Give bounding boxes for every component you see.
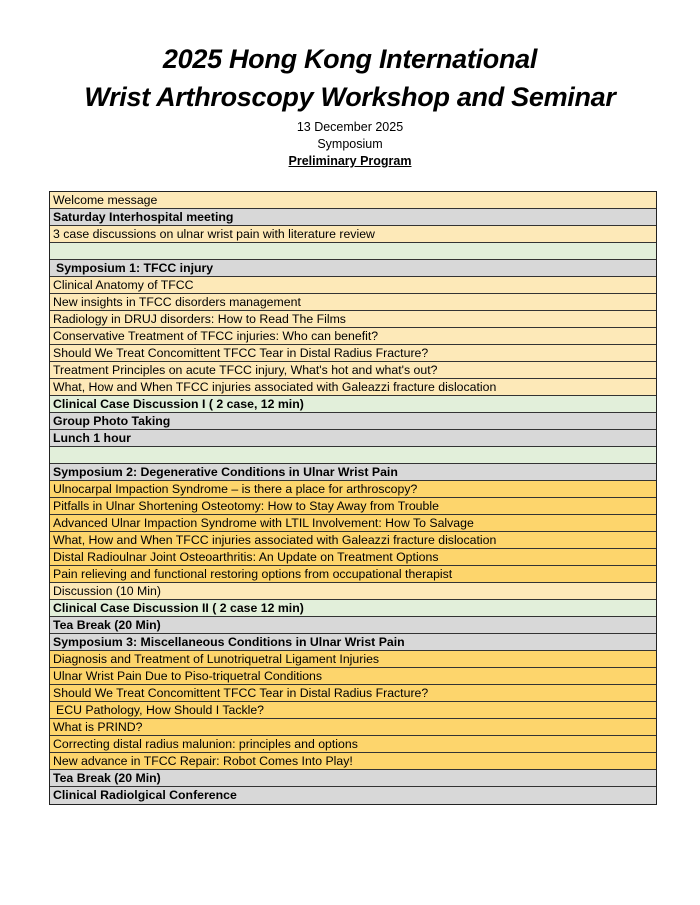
program-row: What is PRIND?	[50, 719, 656, 736]
program-row: Group Photo Taking	[50, 413, 656, 430]
program-row: Clinical Case Discussion I ( 2 case, 12 min)	[50, 396, 656, 413]
program-row: Radiology in DRUJ disorders: How to Read The Films	[50, 311, 656, 328]
program-row: 3 case discussions on ulnar wrist pain with literature review	[50, 226, 656, 243]
program-row: Tea Break (20 Min)	[50, 617, 656, 634]
program-row	[50, 243, 656, 260]
program-row: Correcting distal radius malunion: principles and options	[50, 736, 656, 753]
page-title-line1: 2025 Hong Kong International	[162, 44, 538, 74]
program-row: Discussion (10 Min)	[50, 583, 656, 600]
program-row: Ulnocarpal Impaction Syndrome – is there a place for arthroscopy?	[50, 481, 656, 498]
program-row: Tea Break (20 Min)	[50, 770, 656, 787]
program-row: Clinical Case Discussion II ( 2 case 12 min)	[50, 600, 656, 617]
program-row: Welcome message	[50, 192, 656, 209]
program-row: What, How and When TFCC injuries associated with Galeazzi fracture dislocation	[50, 379, 656, 396]
program-row: Should We Treat Concomittent TFCC Tear in Distal Radius Fracture?	[50, 345, 656, 362]
program-row: Conservative Treatment of TFCC injuries: Who can benefit?	[50, 328, 656, 345]
program-row: Should We Treat Concomittent TFCC Tear in Distal Radius Fracture?	[50, 685, 656, 702]
program-row: Diagnosis and Treatment of Lunotriquetral Ligament Injuries	[50, 651, 656, 668]
event-date: 13 December 2025	[296, 120, 404, 134]
program-row: Clinical Anatomy of TFCC	[50, 277, 656, 294]
program-row: Lunch 1 hour	[50, 430, 656, 447]
program-row: Symposium 1: TFCC injury	[50, 260, 656, 277]
program-row: ECU Pathology, How Should I Tackle?	[50, 702, 656, 719]
program-row: Treatment Principles on acute TFCC injury, What's hot and what's out?	[50, 362, 656, 379]
program-row: What, How and When TFCC injuries associated with Galeazzi fracture dislocation	[50, 532, 656, 549]
program-row: New insights in TFCC disorders management	[50, 294, 656, 311]
program-table	[49, 191, 657, 805]
program-row: Saturday Interhospital meeting	[50, 209, 656, 226]
program-row: Pitfalls in Ulnar Shortening Osteotomy: How to Stay Away from Trouble	[50, 498, 656, 515]
program-row: Pain relieving and functional restoring options from occupational therapist	[50, 566, 656, 583]
program-row: New advance in TFCC Repair: Robot Comes Into Play!	[50, 753, 656, 770]
program-row	[50, 447, 656, 464]
program-row: Clinical Radiolgical Conference	[50, 787, 656, 804]
program-row: Ulnar Wrist Pain Due to Piso-triquetral Conditions	[50, 668, 656, 685]
program-row: Advanced Ulnar Impaction Syndrome with LTIL Involvement: How To Salvage	[50, 515, 656, 532]
program-row: Distal Radioulnar Joint Osteoarthritis: An Update on Treatment Options	[50, 549, 656, 566]
event-type: Symposium	[317, 137, 383, 151]
program-row: Symposium 2: Degenerative Conditions in Ulnar Wrist Pain	[50, 464, 656, 481]
program-row: Symposium 3: Miscellaneous Conditions in Ulnar Wrist Pain	[50, 634, 656, 651]
program-label: Preliminary Program	[288, 154, 412, 168]
page-title-line2: Wrist Arthroscopy Workshop and Seminar	[84, 82, 616, 112]
